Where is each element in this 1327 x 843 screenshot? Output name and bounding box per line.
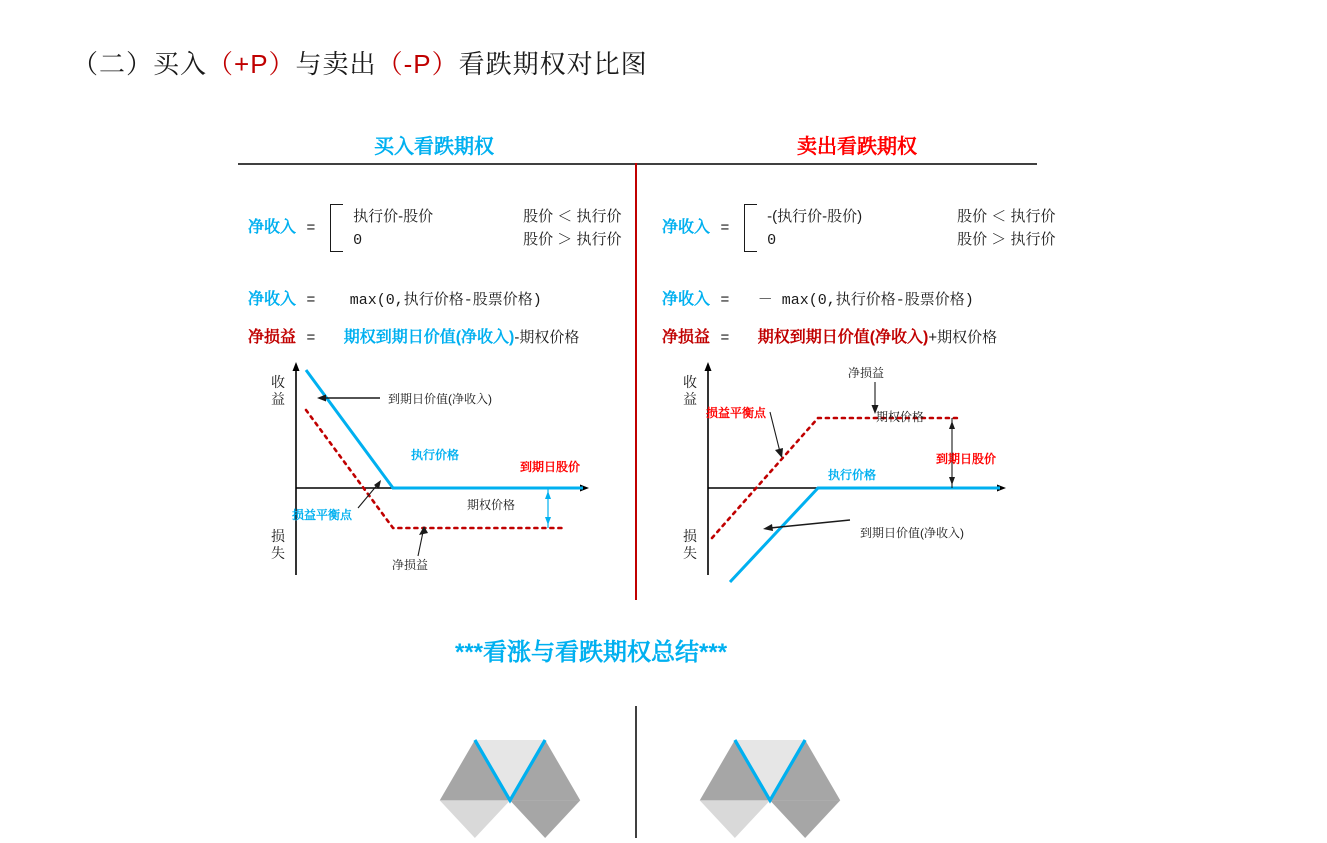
left-y-axis-label-negative: 损失 (271, 528, 285, 561)
page-title (72, 44, 648, 81)
left-brace (330, 204, 343, 252)
right-y-axis-label: 收益 (683, 374, 697, 407)
right-ann-expiry-value: 到期日价值(净收入) (860, 526, 964, 540)
right-case2-cond: 股价 ＞ 执行价 (957, 231, 1056, 248)
left-bracket-arrow-up (545, 491, 551, 499)
left-max-expression: max(0,执行价格-股票价格) (349, 292, 542, 309)
right-equals-3: = (720, 329, 730, 346)
right-hexagon-svg (684, 740, 856, 838)
left-pnl-formula (248, 324, 579, 347)
summary-heading: ***看涨与看跌期权总结*** (455, 639, 728, 666)
right-y-axis-arrow (705, 362, 712, 371)
right-ann-breakeven: 损益平衡点 (706, 406, 767, 420)
right-cases (767, 205, 1055, 251)
right-bracket-arrow-up (949, 421, 955, 429)
right-equals-2: = (720, 291, 730, 308)
right-bracket-arrow-down (949, 477, 955, 485)
left-case2-cond: 股价 ＞ 执行价 (523, 231, 622, 248)
right-net-income-label-2: 净收入 (662, 291, 711, 308)
left-ann-strike: 执行价格 (411, 448, 460, 462)
left-equals-1: = (306, 219, 316, 237)
left-ann-expiry-value: 到期日价值(净收入) (388, 392, 492, 406)
left-case2-expr: 0 (353, 232, 363, 249)
left-ann-stock-price: 到期日股价 (520, 460, 581, 474)
right-net-income-label: 净收入 (662, 219, 711, 237)
vertical-divider-bottom (635, 706, 637, 838)
title-prefix: （二）买入 (72, 49, 208, 79)
left-max-formula (248, 286, 542, 309)
right-y-axis-label-negative: 损失 (683, 528, 697, 561)
left-payoff-chart (248, 360, 608, 590)
left-bracket-arrow-down (545, 517, 551, 525)
right-brace (744, 204, 757, 252)
header-divider (238, 163, 1037, 165)
right-breakeven-leader (770, 412, 780, 452)
right-hex-bottom-right (770, 800, 840, 838)
title-tag-sell: （-P） (376, 49, 459, 79)
left-equals-3: = (306, 329, 316, 346)
right-hex-bottom-left (700, 800, 770, 838)
left-piecewise-formula (248, 204, 621, 252)
left-netpnl-arrow (419, 526, 428, 535)
left-net-income-label-2: 净收入 (248, 291, 297, 308)
vertical-divider-top (635, 163, 637, 600)
left-expiry-arrow (317, 395, 326, 402)
right-breakeven-arrow (775, 448, 783, 458)
left-pnl-label: 净损益 (248, 329, 297, 346)
right-case2-expr: 0 (767, 232, 777, 249)
right-hexagon-graphic (684, 740, 856, 838)
right-case1-cond: 股价 ＜ 执行价 (957, 208, 1056, 225)
right-expiry-arrow (763, 524, 773, 531)
left-pnl-part1: 期权到期日价值(净收入) (343, 329, 515, 346)
title-tag-buy: （+P） (207, 49, 296, 79)
left-ann-net-pnl: 净损益 (392, 558, 429, 572)
right-max-formula (662, 286, 974, 309)
right-ann-net-pnl: 净损益 (848, 366, 885, 380)
right-case1-expr: -(执行价-股价) (767, 208, 863, 225)
left-case1-expr: 执行价-股价 (353, 208, 434, 225)
right-ann-strike: 执行价格 (828, 468, 877, 482)
right-pnl-formula (662, 324, 997, 347)
right-pnl-label: 净损益 (662, 329, 711, 346)
right-expiry-leader (770, 520, 850, 528)
title-suffix: 看跌期权对比图 (458, 49, 648, 79)
left-y-axis-label: 收益 (271, 374, 285, 407)
right-piecewise-formula (662, 204, 1055, 252)
right-equals-1: = (720, 219, 730, 237)
right-column-header: 卖出看跌期权 (797, 136, 917, 158)
left-net-income-label: 净收入 (248, 219, 297, 237)
right-ann-option-price: 期权价格 (876, 410, 925, 424)
left-equals-2: = (306, 291, 316, 308)
left-hexagon-svg (424, 740, 596, 838)
left-hex-bottom-right (510, 800, 580, 838)
right-payoff-chart (670, 360, 1040, 590)
left-pnl-part2: -期权价格 (514, 329, 580, 346)
left-hexagon-graphic (424, 740, 596, 838)
right-max-expression: － max(0,执行价格-股票价格) (757, 292, 974, 309)
left-case1-cond: 股价 ＜ 执行价 (523, 208, 622, 225)
right-pnl-part1: 期权到期日价值(净收入) (757, 329, 929, 346)
right-pnl-part2: +期权价格 (928, 329, 998, 346)
left-netpnl-leader (418, 532, 423, 556)
left-cases (353, 205, 621, 251)
left-ann-breakeven: 损益平衡点 (292, 508, 353, 522)
title-middle: 与卖出 (295, 49, 377, 79)
right-ann-stock-price: 到期日股价 (936, 452, 997, 466)
left-y-axis-arrow (293, 362, 300, 371)
left-hex-bottom-left (440, 800, 510, 838)
left-ann-option-price: 期权价格 (467, 498, 516, 512)
left-column-header: 买入看跌期权 (374, 136, 494, 158)
